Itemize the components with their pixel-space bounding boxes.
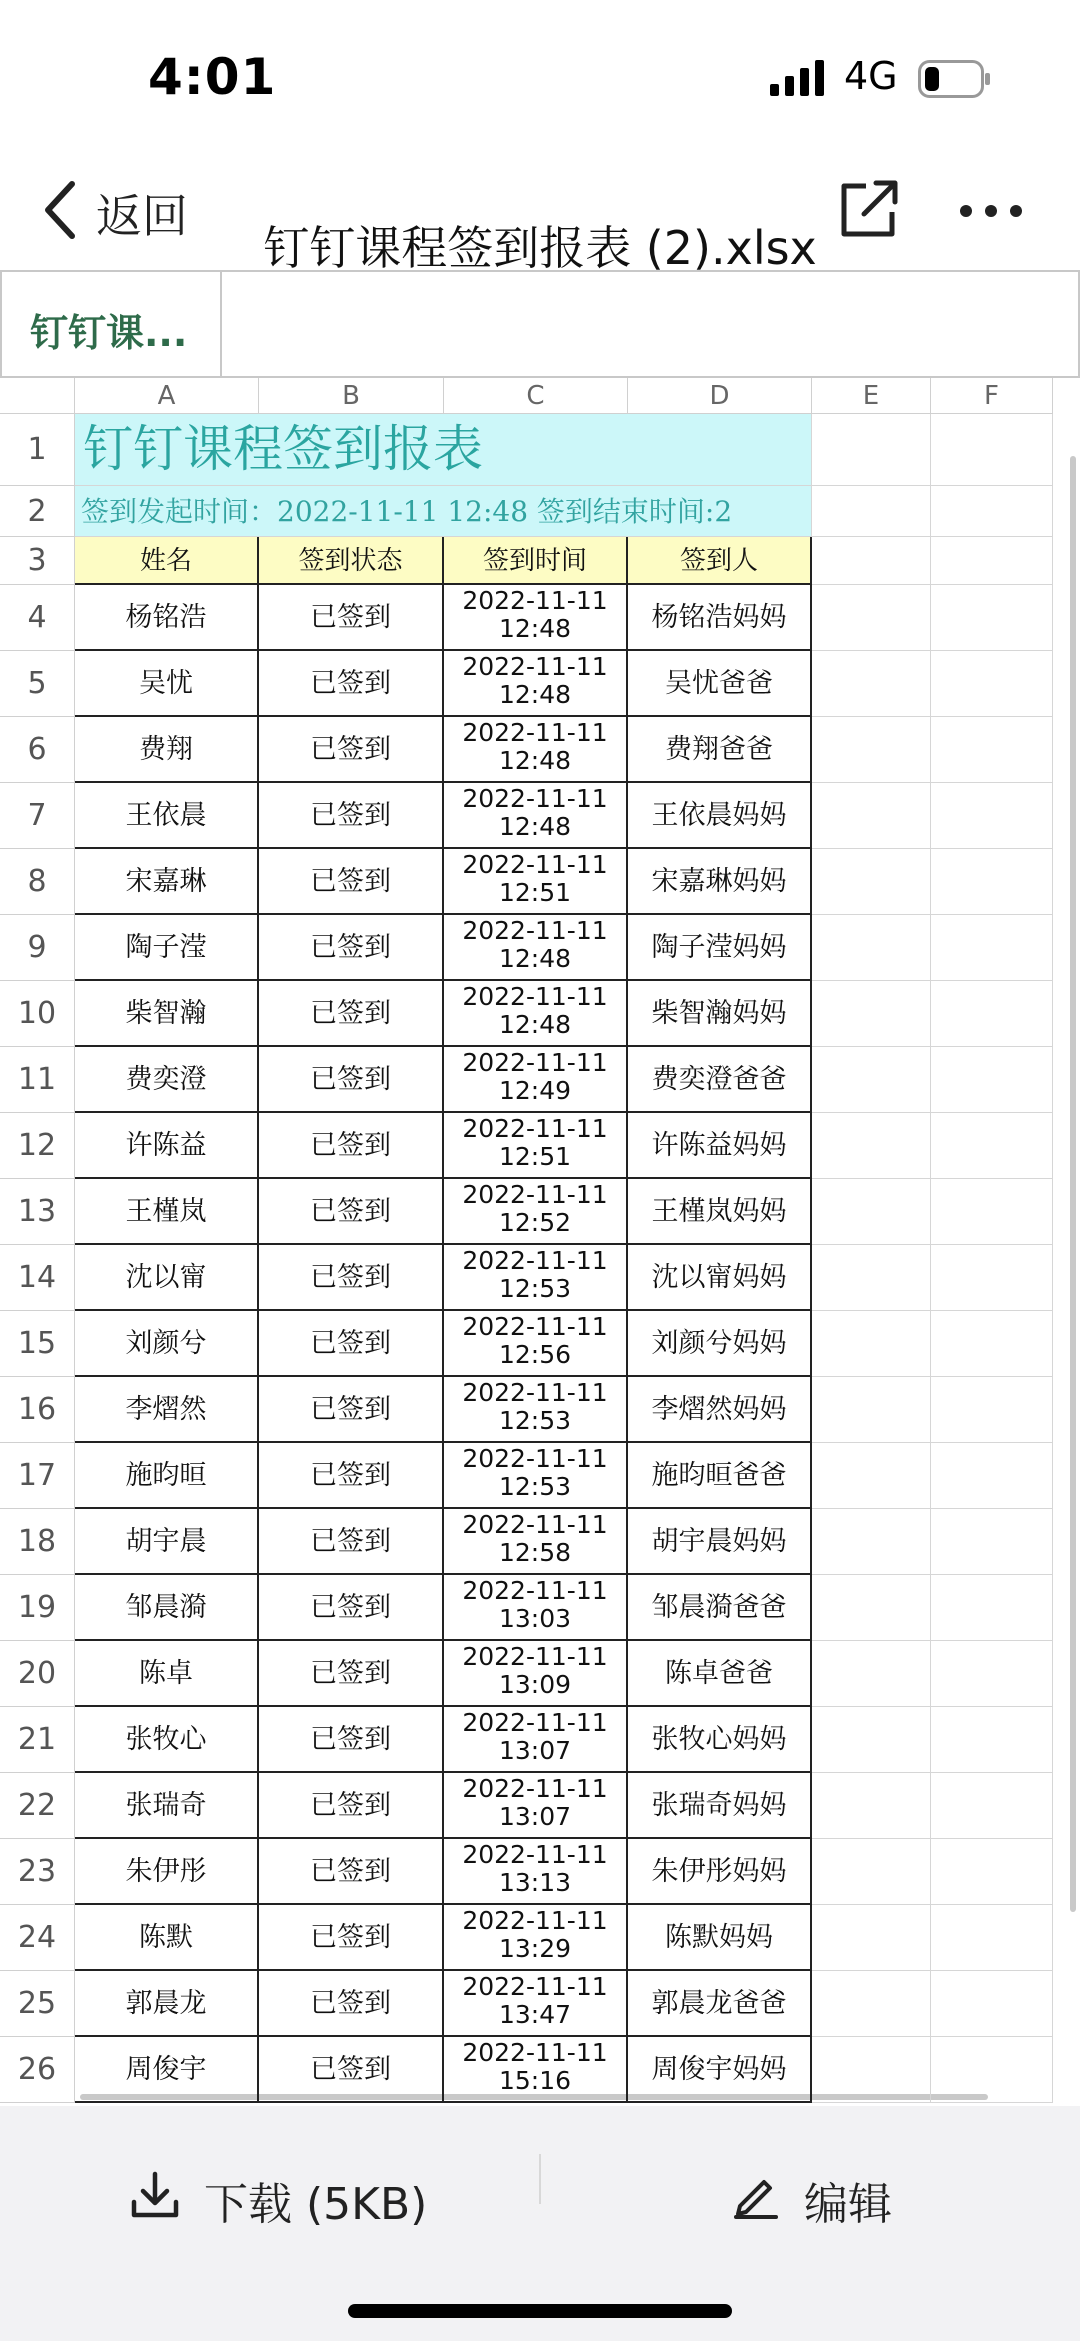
row-header[interactable]: 11 <box>0 1047 75 1113</box>
empty-cell[interactable] <box>812 1443 931 1509</box>
signer-cell[interactable]: 王槿岚妈妈 <box>628 1179 812 1245</box>
sign-in-date: 2022-11-11 <box>462 1180 608 1209</box>
sign-in-status-cell[interactable]: 已签到 <box>259 1773 444 1839</box>
student-name-cell[interactable]: 施昀晅 <box>75 1443 259 1509</box>
empty-cell[interactable] <box>931 1575 1053 1641</box>
sign-in-time-cell[interactable] <box>444 1509 628 1575</box>
document-title: 钉钉课程签到报表 (2).xlsx <box>263 221 817 275</box>
sign-in-date: 2022-11-11 <box>462 1576 608 1605</box>
row-header[interactable]: 6 <box>0 717 75 783</box>
student-name-cell[interactable]: 费翔 <box>75 717 259 783</box>
signer-cell[interactable]: 费翔爸爸 <box>628 717 812 783</box>
sign-in-time-cell[interactable] <box>444 1905 628 1971</box>
sign-in-clock-time: 13:03 <box>498 1604 572 1633</box>
empty-cell[interactable] <box>931 585 1053 651</box>
sign-in-clock-time: 13:47 <box>498 2000 572 2029</box>
student-name-cell[interactable]: 周俊宇 <box>75 2037 259 2103</box>
empty-cell[interactable] <box>931 783 1053 849</box>
row-header[interactable]: 19 <box>0 1575 75 1641</box>
empty-cell[interactable] <box>812 717 931 783</box>
sign-in-date: 2022-11-11 <box>462 1708 608 1737</box>
sign-in-clock-time: 13:09 <box>498 1670 572 1699</box>
empty-cell[interactable] <box>812 1377 931 1443</box>
sign-in-time-cell[interactable] <box>444 783 628 849</box>
empty-cell[interactable] <box>931 486 1053 537</box>
sign-in-status-cell[interactable]: 已签到 <box>259 783 444 849</box>
sign-in-clock-time: 13:07 <box>498 1736 572 1765</box>
download-label: 下载 (5KB) <box>204 2179 428 2230</box>
network-type: 4G <box>844 54 898 98</box>
empty-cell[interactable] <box>812 1575 931 1641</box>
sign-in-status-cell[interactable]: 已签到 <box>259 1047 444 1113</box>
sign-in-date: 2022-11-11 <box>462 1642 608 1671</box>
sign-in-status-cell[interactable]: 已签到 <box>259 1641 444 1707</box>
sign-in-status-cell[interactable]: 已签到 <box>259 1971 444 2037</box>
student-name-cell[interactable]: 张瑞奇 <box>75 1773 259 1839</box>
more-icon[interactable] <box>958 202 1024 220</box>
signer-cell[interactable]: 宋嘉琳妈妈 <box>628 849 812 915</box>
empty-cell[interactable] <box>812 1311 931 1377</box>
battery-icon <box>918 60 992 98</box>
sign-in-date: 2022-11-11 <box>462 652 608 681</box>
sign-in-status-cell[interactable]: 已签到 <box>259 1575 444 1641</box>
sign-in-clock-time: 12:48 <box>498 1010 572 1039</box>
row-header[interactable]: 26 <box>0 2037 75 2103</box>
empty-cell[interactable] <box>931 1509 1053 1575</box>
sign-in-date: 2022-11-11 <box>462 784 608 813</box>
row-header[interactable]: 24 <box>0 1905 75 1971</box>
sign-in-status-cell[interactable]: 已签到 <box>259 981 444 1047</box>
empty-cell[interactable] <box>812 1839 931 1905</box>
table-header-cell[interactable]: 签到时间 <box>444 537 628 585</box>
sign-in-time-cell[interactable] <box>444 1707 628 1773</box>
row-header[interactable]: 18 <box>0 1509 75 1575</box>
nav-bar <box>0 150 1080 275</box>
sign-in-date: 2022-11-11 <box>462 982 608 1011</box>
signer-cell[interactable]: 朱伊彤妈妈 <box>628 1839 812 1905</box>
row-header[interactable]: 25 <box>0 1971 75 2037</box>
sheet-tab[interactable] <box>0 272 222 376</box>
empty-cell[interactable] <box>812 1509 931 1575</box>
row-header[interactable]: 21 <box>0 1707 75 1773</box>
signer-cell[interactable]: 刘颜兮妈妈 <box>628 1311 812 1377</box>
sign-in-status-cell[interactable]: 已签到 <box>259 1707 444 1773</box>
row-header[interactable]: 7 <box>0 783 75 849</box>
sign-in-time-cell[interactable] <box>444 2037 628 2103</box>
status-time: 4:01 <box>148 48 277 106</box>
empty-cell[interactable] <box>812 783 931 849</box>
empty-cell[interactable] <box>931 849 1053 915</box>
pencil-icon <box>730 2170 780 2220</box>
empty-cell[interactable] <box>812 915 931 981</box>
empty-cell[interactable] <box>931 1971 1053 2037</box>
sign-in-time-cell[interactable] <box>444 1971 628 2037</box>
sign-in-status-cell[interactable]: 已签到 <box>259 849 444 915</box>
signer-cell[interactable]: 邹晨漪爸爸 <box>628 1575 812 1641</box>
table-header-cell[interactable]: 签到状态 <box>259 537 444 585</box>
sign-in-clock-time: 13:13 <box>498 1868 572 1897</box>
signer-cell[interactable]: 吴忧爸爸 <box>628 651 812 717</box>
sign-in-date: 2022-11-11 <box>462 1114 608 1143</box>
signer-cell[interactable]: 陈卓爸爸 <box>628 1641 812 1707</box>
sign-in-date: 2022-11-11 <box>462 586 608 615</box>
sign-in-clock-time: 12:49 <box>498 1076 572 1105</box>
empty-cell[interactable] <box>812 1641 931 1707</box>
sign-in-clock-time: 12:48 <box>498 812 572 841</box>
sign-in-clock-time: 12:58 <box>498 1538 572 1567</box>
row-header[interactable]: 20 <box>0 1641 75 1707</box>
student-name-cell[interactable]: 朱伊彤 <box>75 1839 259 1905</box>
sign-in-date: 2022-11-11 <box>462 1444 608 1473</box>
student-name-cell[interactable]: 吴忧 <box>75 651 259 717</box>
sign-in-clock-time: 12:52 <box>498 1208 572 1237</box>
sign-in-status-cell[interactable]: 已签到 <box>259 651 444 717</box>
empty-cell[interactable] <box>931 915 1053 981</box>
empty-cell[interactable] <box>931 1179 1053 1245</box>
empty-cell[interactable] <box>931 2037 1053 2103</box>
signer-cell[interactable]: 王依晨妈妈 <box>628 783 812 849</box>
sign-in-date: 2022-11-11 <box>462 1378 608 1407</box>
empty-cell[interactable] <box>931 1245 1053 1311</box>
sign-in-clock-time: 12:48 <box>498 746 572 775</box>
sign-in-clock-time: 13:29 <box>498 1934 572 1963</box>
empty-cell[interactable] <box>812 1245 931 1311</box>
student-name-cell[interactable]: 宋嘉琳 <box>75 849 259 915</box>
column-header[interactable]: F <box>931 378 1053 414</box>
student-name-cell[interactable]: 许陈益 <box>75 1113 259 1179</box>
student-name-cell[interactable]: 杨铭浩 <box>75 585 259 651</box>
row-header[interactable]: 2 <box>0 486 75 537</box>
sign-in-status-cell[interactable]: 已签到 <box>259 1377 444 1443</box>
sheet-tab-empty-area <box>222 272 1080 376</box>
status-bar <box>0 0 1080 150</box>
empty-cell[interactable] <box>931 1773 1053 1839</box>
sign-in-date: 2022-11-11 <box>462 1246 608 1275</box>
empty-cell[interactable] <box>812 1113 931 1179</box>
empty-cell[interactable] <box>812 1707 931 1773</box>
sign-in-time-cell[interactable] <box>444 1377 628 1443</box>
column-header[interactable]: C <box>444 378 628 414</box>
sign-in-status-cell[interactable]: 已签到 <box>259 1245 444 1311</box>
spreadsheet-grid[interactable] <box>0 378 1080 2106</box>
student-name-cell[interactable]: 陈默 <box>75 1905 259 1971</box>
empty-cell[interactable] <box>812 1047 931 1113</box>
sign-in-clock-time: 12:48 <box>498 944 572 973</box>
sign-in-date: 2022-11-11 <box>462 718 608 747</box>
sign-in-status-cell[interactable]: 已签到 <box>259 585 444 651</box>
empty-cell[interactable] <box>812 849 931 915</box>
row-header[interactable]: 22 <box>0 1773 75 1839</box>
empty-cell[interactable] <box>931 1113 1053 1179</box>
sign-in-time-cell[interactable] <box>444 1773 628 1839</box>
edit-button[interactable] <box>730 2156 980 2236</box>
sign-in-date: 2022-11-11 <box>462 916 608 945</box>
sign-in-clock-time: 12:53 <box>498 1472 572 1501</box>
table-header-cell[interactable]: 姓名 <box>75 537 259 585</box>
toolbar-divider <box>539 2154 541 2204</box>
row-header[interactable]: 1 <box>0 414 75 486</box>
sign-in-clock-time: 12:51 <box>498 1142 572 1171</box>
student-name-cell[interactable]: 刘颜兮 <box>75 1311 259 1377</box>
student-name-cell[interactable]: 张牧心 <box>75 1707 259 1773</box>
sign-in-clock-time: 12:56 <box>498 1340 572 1369</box>
row-header[interactable]: 3 <box>0 537 75 585</box>
sign-in-clock-time: 12:48 <box>498 614 572 643</box>
sign-in-date: 2022-11-11 <box>462 1906 608 1935</box>
sign-in-time-cell[interactable] <box>444 1641 628 1707</box>
row-header[interactable]: 23 <box>0 1839 75 1905</box>
empty-cell[interactable] <box>931 1839 1053 1905</box>
row-header[interactable]: 12 <box>0 1113 75 1179</box>
empty-cell[interactable] <box>812 537 931 585</box>
signer-cell[interactable]: 许陈益妈妈 <box>628 1113 812 1179</box>
sign-in-date: 2022-11-11 <box>462 2038 608 2067</box>
student-name-cell[interactable]: 王依晨 <box>75 783 259 849</box>
sign-in-time-cell[interactable] <box>444 1245 628 1311</box>
empty-cell[interactable] <box>931 1047 1053 1113</box>
empty-cell[interactable] <box>931 537 1053 585</box>
sign-in-clock-time: 15:16 <box>498 2066 572 2095</box>
empty-cell[interactable] <box>812 414 931 486</box>
signer-cell[interactable]: 周俊宇妈妈 <box>628 2037 812 2103</box>
student-name-cell[interactable]: 郭晨龙 <box>75 1971 259 2037</box>
sign-in-status-cell[interactable]: 已签到 <box>259 1113 444 1179</box>
row-header[interactable]: 5 <box>0 651 75 717</box>
student-name-cell[interactable]: 柴智瀚 <box>75 981 259 1047</box>
column-header[interactable]: D <box>628 378 812 414</box>
select-all-corner[interactable] <box>0 378 75 414</box>
row-header[interactable]: 10 <box>0 981 75 1047</box>
signer-cell[interactable]: 李熠然妈妈 <box>628 1377 812 1443</box>
student-name-cell[interactable]: 费奕澄 <box>75 1047 259 1113</box>
sign-in-date: 2022-11-11 <box>462 1048 608 1077</box>
signer-cell[interactable]: 陶子滢妈妈 <box>628 915 812 981</box>
back-button[interactable]: 返回 <box>96 189 188 243</box>
empty-cell[interactable] <box>812 1905 931 1971</box>
sheet-tab-bar <box>0 270 1080 378</box>
row-header[interactable]: 13 <box>0 1179 75 1245</box>
sign-in-clock-time: 12:53 <box>498 1406 572 1435</box>
sign-in-time-cell[interactable] <box>444 915 628 981</box>
sign-in-status-cell[interactable]: 已签到 <box>259 1839 444 1905</box>
sign-in-date: 2022-11-11 <box>462 1774 608 1803</box>
student-name-cell[interactable]: 李熠然 <box>75 1377 259 1443</box>
sign-in-clock-time: 12:53 <box>498 1274 572 1303</box>
row-header[interactable]: 17 <box>0 1443 75 1509</box>
sign-in-status-cell[interactable]: 已签到 <box>259 1509 444 1575</box>
sign-in-time-cell[interactable] <box>444 849 628 915</box>
student-name-cell[interactable]: 王槿岚 <box>75 1179 259 1245</box>
sign-in-time-cell[interactable] <box>444 585 628 651</box>
sign-in-clock-time: 12:51 <box>498 878 572 907</box>
sign-in-clock-time: 12:48 <box>498 680 572 709</box>
empty-cell[interactable] <box>931 651 1053 717</box>
column-header[interactable]: B <box>259 378 444 414</box>
empty-cell[interactable] <box>931 1641 1053 1707</box>
sign-in-clock-time: 13:07 <box>498 1802 572 1831</box>
empty-cell[interactable] <box>931 1377 1053 1443</box>
empty-cell[interactable] <box>812 1179 931 1245</box>
column-header[interactable]: A <box>75 378 259 414</box>
sign-in-time-cell[interactable] <box>444 1839 628 1905</box>
home-indicator <box>348 2304 732 2318</box>
edit-label: 编辑 <box>804 2179 892 2230</box>
signer-cell[interactable]: 施昀晅爸爸 <box>628 1443 812 1509</box>
sign-in-date: 2022-11-11 <box>462 850 608 879</box>
sheet-title-cell[interactable]: 钉钉课程签到报表 <box>75 414 812 486</box>
student-name-cell[interactable]: 沈以甯 <box>75 1245 259 1311</box>
sign-in-date: 2022-11-11 <box>462 1972 608 2001</box>
sign-in-time-cell[interactable] <box>444 1113 628 1179</box>
empty-cell[interactable] <box>812 2037 931 2103</box>
student-name-cell[interactable]: 陶子滢 <box>75 915 259 981</box>
sign-in-time-cell[interactable] <box>444 1575 628 1641</box>
row-header[interactable]: 14 <box>0 1245 75 1311</box>
sign-in-time-cell[interactable] <box>444 1443 628 1509</box>
sign-in-status-cell[interactable]: 已签到 <box>259 1443 444 1509</box>
sign-in-status-cell[interactable]: 已签到 <box>259 717 444 783</box>
row-header[interactable]: 15 <box>0 1311 75 1377</box>
download-icon <box>130 2170 180 2220</box>
empty-cell[interactable] <box>931 1707 1053 1773</box>
empty-cell[interactable] <box>812 1773 931 1839</box>
sign-in-time-range-cell[interactable]: 签到发起时间：2022-11-11 12:48 签到结束时间:2 <box>75 486 812 537</box>
row-header[interactable]: 9 <box>0 915 75 981</box>
signer-cell[interactable]: 柴智瀚妈妈 <box>628 981 812 1047</box>
sign-in-status-cell[interactable]: 已签到 <box>259 1905 444 1971</box>
empty-cell[interactable] <box>812 1971 931 2037</box>
vertical-scrollbar[interactable] <box>1070 456 1076 1912</box>
sign-in-time-cell[interactable] <box>444 981 628 1047</box>
sign-in-status-cell[interactable]: 已签到 <box>259 915 444 981</box>
signer-cell[interactable]: 张瑞奇妈妈 <box>628 1773 812 1839</box>
row-header[interactable]: 16 <box>0 1377 75 1443</box>
empty-cell[interactable] <box>931 981 1053 1047</box>
empty-cell[interactable] <box>931 717 1053 783</box>
sign-in-time-cell[interactable] <box>444 1311 628 1377</box>
signer-cell[interactable]: 胡宇晨妈妈 <box>628 1509 812 1575</box>
sign-in-time-cell[interactable] <box>444 1047 628 1113</box>
empty-cell[interactable] <box>931 1311 1053 1377</box>
empty-cell[interactable] <box>812 981 931 1047</box>
table-header-cell[interactable]: 签到人 <box>628 537 812 585</box>
signer-cell[interactable]: 陈默妈妈 <box>628 1905 812 1971</box>
sign-in-date: 2022-11-11 <box>462 1840 608 1869</box>
empty-cell[interactable] <box>931 414 1053 486</box>
sign-in-status-cell[interactable]: 已签到 <box>259 2037 444 2103</box>
empty-cell[interactable] <box>931 1443 1053 1509</box>
share-icon[interactable] <box>838 178 900 240</box>
sign-in-date: 2022-11-11 <box>462 1510 608 1539</box>
sheet-tab-label: 钉钉课... <box>30 311 188 355</box>
empty-cell[interactable] <box>931 1905 1053 1971</box>
signer-cell[interactable]: 张牧心妈妈 <box>628 1707 812 1773</box>
empty-cell[interactable] <box>812 651 931 717</box>
signer-cell[interactable]: 杨铭浩妈妈 <box>628 585 812 651</box>
signer-cell[interactable]: 费奕澄爸爸 <box>628 1047 812 1113</box>
sign-in-time-cell[interactable] <box>444 651 628 717</box>
empty-cell[interactable] <box>812 486 931 537</box>
sign-in-time-cell[interactable] <box>444 717 628 783</box>
signer-cell[interactable]: 沈以甯妈妈 <box>628 1245 812 1311</box>
cellular-signal-icon <box>770 60 826 96</box>
student-name-cell[interactable]: 胡宇晨 <box>75 1509 259 1575</box>
column-header[interactable]: E <box>812 378 931 414</box>
row-header[interactable]: 8 <box>0 849 75 915</box>
sign-in-status-cell[interactable]: 已签到 <box>259 1311 444 1377</box>
empty-cell[interactable] <box>812 585 931 651</box>
signer-cell[interactable]: 郭晨龙爸爸 <box>628 1971 812 2037</box>
download-button[interactable] <box>130 2156 470 2236</box>
sign-in-status-cell[interactable]: 已签到 <box>259 1179 444 1245</box>
sign-in-time-cell[interactable] <box>444 1179 628 1245</box>
sign-in-date: 2022-11-11 <box>462 1312 608 1341</box>
student-name-cell[interactable]: 陈卓 <box>75 1641 259 1707</box>
student-name-cell[interactable]: 邹晨漪 <box>75 1575 259 1641</box>
row-header[interactable]: 4 <box>0 585 75 651</box>
